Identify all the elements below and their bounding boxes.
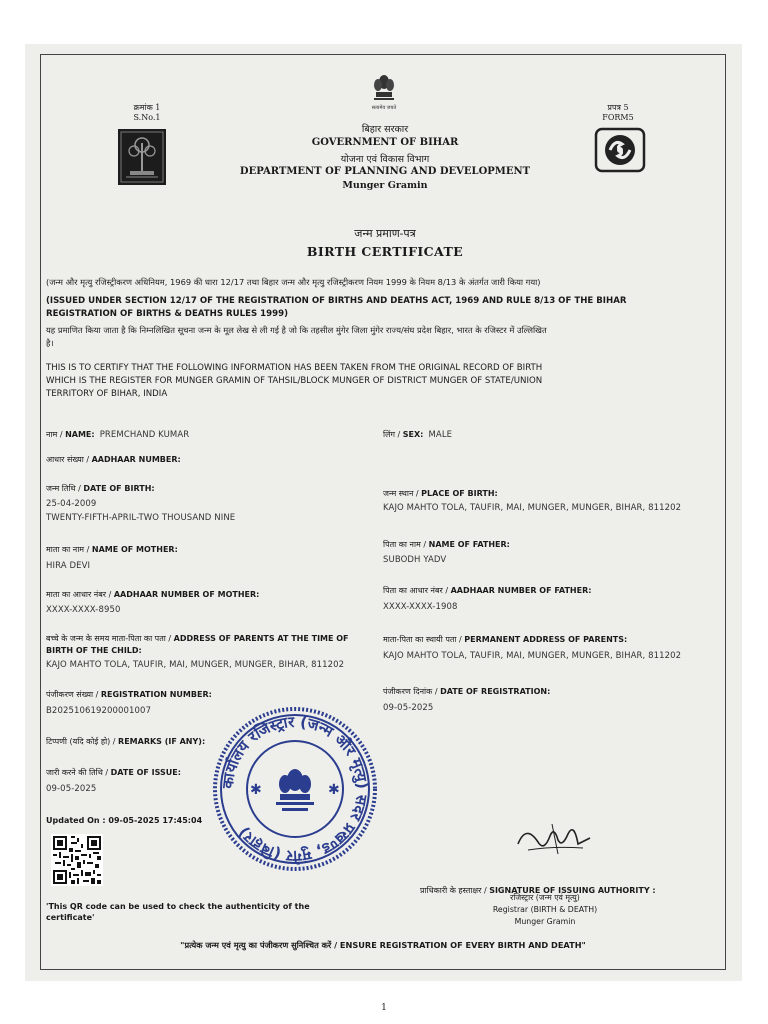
certificate-title-en: BIRTH CERTIFICATE <box>306 244 464 259</box>
bihar-emblem-icon <box>118 129 166 185</box>
address-at-birth-value: KAJO MAHTO TOLA, TAUFIR, MAI, MUNGER, MUNGER, BIHAR, 811202 <box>46 660 345 670</box>
father-name-field: पिता का नाम / NAME OF FATHER: SUBODH YADV <box>383 540 510 565</box>
issue-date-value: 09-05-2025 <box>46 784 97 794</box>
issued-under-en <box>46 295 726 321</box>
mother-aadhaar-value: XXXX-XXXX-8950 <box>46 605 121 615</box>
registrar-en: Registrar (BIRTH & DEATH) <box>492 905 598 914</box>
registrar-block <box>465 892 625 928</box>
official-stamp <box>210 704 380 874</box>
svg-text:✱: ✱ <box>250 782 262 798</box>
mother-name-field: माता का नाम / NAME OF MOTHER: HIRA DEVI <box>46 545 178 571</box>
form-number-en: FORM5 <box>602 113 634 122</box>
department-hi: योजना एवं विकास विभाग <box>340 154 430 165</box>
serial-number <box>117 102 177 122</box>
pob-value: KAJO MAHTO TOLA, TAUFIR, MAI, MUNGER, MUNGER, BIHAR, 811202 <box>383 503 682 513</box>
pob-field: जन्म स्थान / PLACE OF BIRTH: KAJO MAHTO TOLA, TAUFIR, MAI, MUNGER, MUNGER, BIHAR, 811202 <box>383 489 682 513</box>
svg-text:सत्यमेव जयते: सत्यमेव जयते <box>371 105 397 111</box>
office-name: Munger Gramin <box>342 180 428 191</box>
gov-name-en: GOVERNMENT OF BIHAR <box>311 137 459 148</box>
page-number: 1 <box>381 1003 387 1013</box>
certify-hi <box>46 324 726 350</box>
svg-text:कार्यालय रजिस्ट्रार (जन्म और म: कार्यालय रजिस्ट्रार (जन्म और मृत्यु) सदर प्रखण्ड, मुंगेर (बिहार) <box>218 712 372 866</box>
permanent-address-value: KAJO MAHTO TOLA, TAUFIR, MAI, MUNGER, MUNGER, BIHAR, 811202 <box>383 651 682 661</box>
aadhaar-field: आधार संख्या / AADHAAR NUMBER: <box>46 455 181 464</box>
certificate-title-hi: जन्म प्रमाण-पत्र <box>354 227 416 240</box>
serial-number-hi: क्रमांक 1 <box>133 103 161 112</box>
certify-en <box>46 362 726 401</box>
remarks-field: टिप्पणी (यदि कोई हो) / REMARKS (IF ANY): <box>46 737 206 746</box>
authority-signature-icon <box>508 804 598 864</box>
permanent-address-field: माता-पिता का स्थायी पता / PERMANENT ADDRESS OF PARENTS: KAJO MAHTO TOLA, TAUFIR, MAI, MUNGER, MUNGER, BIHAR, 811202 <box>383 635 682 661</box>
ensure-registration-note: "प्रत्येक जन्म एवं मृत्यु का पंजीकरण सुनिश्चित करें / ENSURE REGISTRATION OF EVERY BIRTH AND DEATH" <box>180 940 586 950</box>
certify-en-line3: TERRITORY OF BIHAR, INDIA <box>46 389 168 399</box>
father-aadhaar-field: पिता का आधार नंबर / AADHAAR NUMBER OF FATHER: XXXX-XXXX-1908 <box>383 586 592 612</box>
qr-code-icon <box>51 834 103 886</box>
certify-en-line1: THIS IS TO CERTIFY THAT THE FOLLOWING INFORMATION HAS BEEN TAKEN FROM THE ORIGINAL RECORD OF BIRTH <box>46 363 543 373</box>
mother-name-value: HIRA DEVI <box>46 561 91 571</box>
gov-name-hi: बिहार सरकार <box>361 124 409 135</box>
certify-hi-line1: यह प्रमाणित किया जाता है कि निम्नलिखित सूचना जन्म के मूल लेख से ली गई है जो कि तहसील मुंगेर जिला मुंगेर राज्य/संघ प्रदेश बिहार, भारत के रजिस्टर में उल्लिखित <box>46 325 547 335</box>
certify-en-line2: WHICH IS THE REGISTER FOR MUNGER GRAMIN OF TAHSIL/BLOCK MUNGER OF DISTRICT MUNGER OF STATE/UNION <box>46 376 543 386</box>
address-at-birth-field: बच्चे के जन्म के समय माता-पिता का पता / ADDRESS OF PARENTS AT THE TIME OF BIRTH OF THE CHILD: KAJO MAHTO TOLA, TAUFIR, MAI, MUNGER, MUNGER, BIHAR, 811202 <box>46 634 349 670</box>
registration-date-field: पंजीकरण दिनांक / DATE OF REGISTRATION: 09-05-2025 <box>383 687 551 713</box>
father-aadhaar-value: XXXX-XXXX-1908 <box>383 602 458 612</box>
svg-text:✱: ✱ <box>328 782 340 798</box>
registration-number-value: B202510619200001007 <box>46 706 152 716</box>
department-en: DEPARTMENT OF PLANNING AND DEVELOPMENT <box>239 166 531 177</box>
registrar-hi: रजिस्ट्रार (जन्म एवं मृत्यु) <box>510 893 580 902</box>
issued-under-hi: (जन्म और मृत्यु रजिस्ट्रीकरण अधिनियम, 1969 की धारा 12/17 तथा बिहार जन्म और मृत्यु रजिस्ट्रीकरण नियम 1999 के नियम 8/13 के अंतर्गत जारी किया गया) <box>46 277 541 287</box>
name-value: PREMCHAND KUMAR <box>99 430 190 440</box>
signature-authority-label: प्राधिकारी के हस्ताक्षर / SIGNATURE OF ISSUING AUTHORITY : <box>420 886 656 895</box>
certificate-paper <box>25 44 742 981</box>
issued-under-en-line2: REGISTRATION OF BIRTHS & DEATHS RULES 1999) <box>46 309 289 319</box>
registration-number-field: पंजीकरण संख्या / REGISTRATION NUMBER: B202510619200001007 <box>46 690 212 716</box>
form-number <box>593 102 643 122</box>
father-name-value: SUBODH YADV <box>383 555 447 565</box>
national-emblem-icon <box>373 72 395 112</box>
updated-on: Updated On : 09-05-2025 17:45:04 <box>46 816 203 825</box>
sex-value: MALE <box>428 430 453 440</box>
dob-field: जन्म तिथि / DATE OF BIRTH: 25-04-2009 TWENTY-FIFTH-APRIL-TWO THOUSAND NINE <box>46 484 236 523</box>
qr-note: 'This QR code can be used to check the authenticity of the certificate' <box>46 902 310 922</box>
dob-value: 25-04-2009 <box>46 499 97 509</box>
issue-date-field: जारी करने की तिथि / DATE OF ISSUE: 09-05-2025 <box>46 768 181 794</box>
form-number-hi: प्रपत्र 5 <box>607 103 629 112</box>
serial-number-en: S.No.1 <box>133 113 161 122</box>
name-field: नाम / NAME: PREMCHAND KUMAR <box>46 430 190 440</box>
issued-under-en-line1: (ISSUED UNDER SECTION 12/17 OF THE REGISTRATION OF BIRTHS AND DEATHS ACT, 1969 AND RULE 8/13 OF THE BIHAR <box>46 296 627 306</box>
sex-field: लिंग / SEX: MALE <box>383 430 453 440</box>
form-logo-icon <box>594 127 646 173</box>
certify-hi-line2: है। <box>46 338 54 348</box>
registration-date-value: 09-05-2025 <box>383 703 434 713</box>
mother-aadhaar-field: माता का आधार नंबर / AADHAAR NUMBER OF MOTHER: XXXX-XXXX-8950 <box>46 590 260 615</box>
dob-words: TWENTY-FIFTH-APRIL-TWO THOUSAND NINE <box>46 513 236 523</box>
registrar-office: Munger Gramin <box>514 917 576 926</box>
